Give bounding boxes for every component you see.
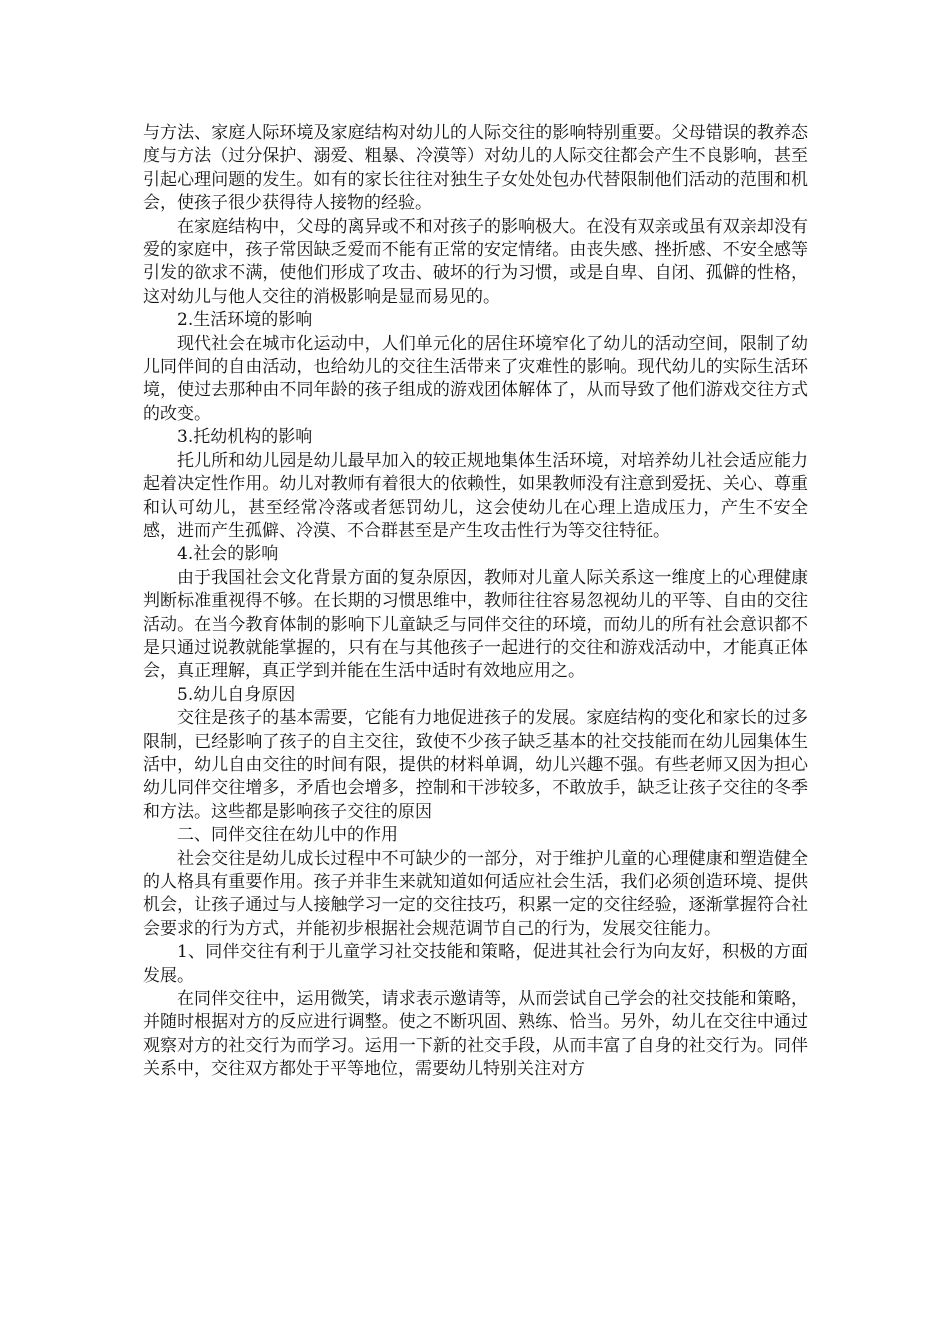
paragraph-peer-interaction: 在同伴交往中，运用微笑，请求表示邀请等，从而尝试自己学会的社交技能和策略，并随时根据对方的反应进行调整。使之不断巩固、熟练、恰当。另外，幼儿在交往中通过观察对方的社交行为而学习。运用一下新的社交手段，从而丰富了自身的社交行为。同伴关系中，交往双方都处于平等地位，需要幼儿特别关注对方 [143, 989, 808, 1080]
heading-society: 4.社会的影响 [177, 544, 279, 565]
heading-childcare-institutions: 3.托幼机构的影响 [177, 427, 313, 448]
heading-point-one: 1、同伴交往有利于儿童学习社交技能和策略，促进其社会行为向友好，积极的方面发展。 [143, 942, 808, 986]
paragraph-childcare-institutions: 托儿所和幼儿园是幼儿最早加入的较正规地集体生活环境，对培养幼儿社会适应能力起着决定性作用。幼儿对教师有着很大的依赖性，如果教师没有注意到爱抚、关心、尊重和认可幼儿，甚至经常冷落或者惩罚幼儿，这会使幼儿在心理上造成压力，产生不安全感，进而产生孤僻、冷漠、不合群甚至是产生攻击性行为等交往特征。 [143, 450, 808, 541]
paragraph-social-interaction: 社会交往是幼儿成长过程中不可缺少的一部分，对于维护儿童的心理健康和塑造健全的人格具有重要作用。孩子并非生来就知道如何适应社会生活，我们必须创造环境、提供机会，让孩子通过与人接触学习一定的交往技巧，积累一定的交往经验，逐渐掌握符合社会要求的行为方式，并能初步根据社会规范调节自己的行为，发展交往能力。 [143, 848, 808, 939]
heading-child-self: 5.幼儿自身原因 [177, 684, 296, 705]
paragraph-society: 由于我国社会文化背景方面的复杂原因，教师对儿童人际关系这一维度上的心理健康判断标准重视得不够。在长期的习惯思维中，教师往往容易忽视幼儿的平等、自由的交往活动。在当今教育体制的影响下儿童缺乏与同伴交往的环境，而幼儿的所有社会意识都不是只通过说教就能掌握的，只有在与其他孩子一起进行的交往和游戏活动中，才能真正体会，真正理解，真正学到并能在生活中适时有效地应用之。 [143, 567, 808, 682]
heading-section-two: 二、同伴交往在幼儿中的作用 [177, 825, 398, 846]
paragraph-child-self: 交往是孩子的基本需要，它能有力地促进孩子的发展。家庭结构的变化和家长的过多限制，已经影响了孩子的自主交往，致使不少孩子缺乏基本的社交技能而在幼儿园集体生活中，幼儿自由交往的时间有限，提供的材料单调，幼儿兴趣不强。有些老师又因为担心幼儿同伴交往增多，矛盾也会增多，控制和干涉较多，不敢放手，缺乏让孩子交往的冬季和方法。这些都是影响孩子交往的原因 [143, 708, 808, 822]
paragraph-family-structure: 在家庭结构中，父母的离异或不和对孩子的影响极大。在没有双亲或虽有双亲却没有爱的家庭中，孩子常因缺乏爱而不能有正常的安定情绪。由丧失感、挫折感、不安全感等引发的欲求不满，使他们形成了攻击、破坏的行为习惯，或是自卑、自闭、孤僻的性格，这对幼儿与他人交往的消极影响是显而易见的。 [143, 216, 808, 307]
paragraph-family-methods: 与方法、家庭人际环境及家庭结构对幼儿的人际交往的影响特别重要。父母错误的教养态度与方法（过分保护、溺爱、粗暴、冷漠等）对幼儿的人际交往都会产生不良影响，甚至引起心理问题的发生。如有的家长往往对独生子女处处包办代替限制他们活动的范围和机会，使孩子很少获得待人接物的经验。 [143, 123, 808, 214]
heading-living-environment: 2.生活环境的影响 [177, 310, 313, 331]
paragraph-living-environment: 现代社会在城市化运动中，人们单元化的居住环境窄化了幼儿的活动空间，限制了幼儿同伴间的自由活动，也给幼儿的交往生活带来了灾难性的影响。现代幼儿的实际生活环境，使过去那种由不同年龄的孩子组成的游戏团体解体了，从而导致了他们游戏交往方式的改变。 [143, 333, 808, 424]
document-body [143, 122, 808, 1082]
